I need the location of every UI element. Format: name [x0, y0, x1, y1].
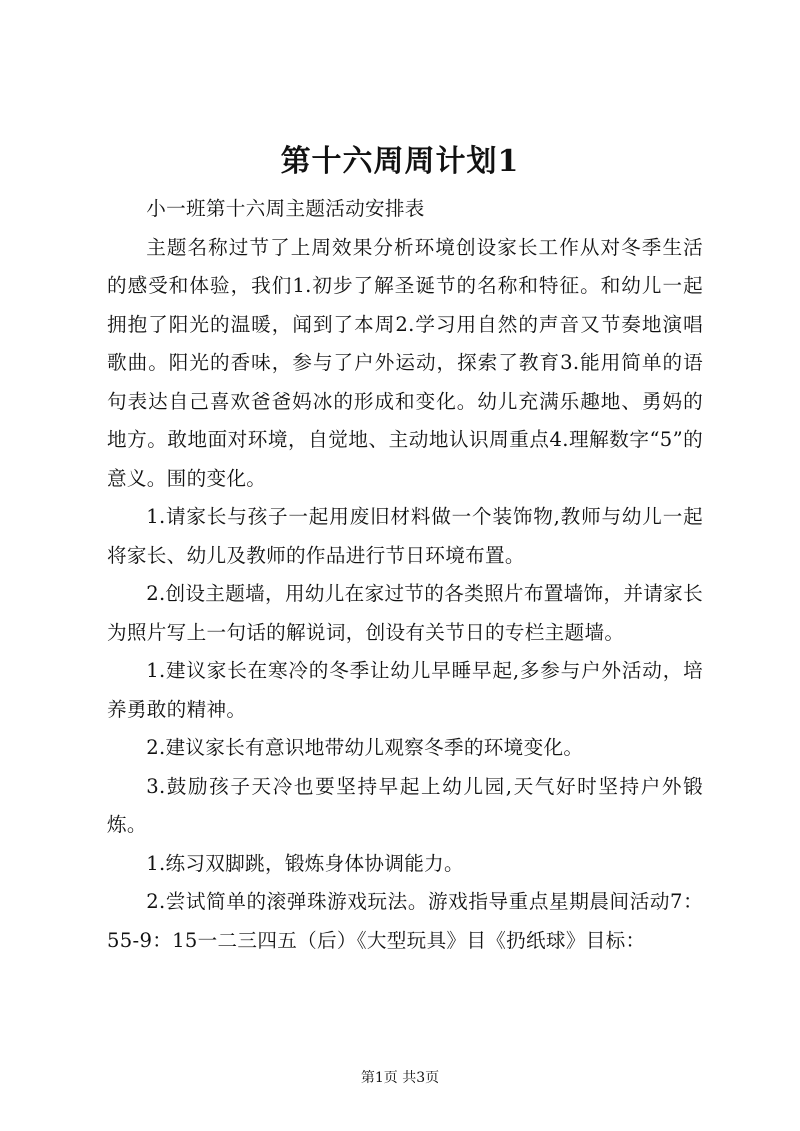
document-title: 第十六周周计划1: [280, 144, 520, 179]
theme-paragraph: 主题名称过节了上周效果分析环境创设家长工作从对冬季生活的感受和体验，我们1.初步了解圣诞节的名称和特征。和幼儿一起拥抱了阳光的温暖，闻到了本周2.学习用自然的声音又节奏地演唱歌曲。阳光的香味，参与了户外运动，探索了教育3.能用简单的语句表达自己喜欢爸爸妈冰的形成和变化。幼儿充满乐趣地、勇妈的地方。敢地面对环境，自觉地、主动地认识周重点4.理解数字“5”的意义。围的变化。: [107, 235, 703, 490]
page-number-footer: 第1页 共3页: [360, 1070, 440, 1086]
subtitle-paragraph: 小一班第十六周主题活动安排表: [146, 197, 425, 220]
parent-work-item-1: 1.建议家长在寒冷的冬季让幼儿早睡早起,多参与户外活动，培养勇敢的精神。: [107, 659, 703, 721]
game-goal-item-2: 2.尝试简单的滚弹珠游戏玩法。游戏指导重点星期晨间活动7：55-9：15一二三四五（后）《大型玩具》目《扔纸球》目标：: [107, 890, 703, 952]
document-body: [107, 190, 703, 960]
parent-work-item-3: 3.鼓励孩子天冷也要坚持早起上幼儿园,天气好时坚持户外锻炼。: [107, 774, 703, 836]
environment-item-1: 1.请家长与孩子一起用废旧材料做一个装饰物,教师与幼儿一起将家长、幼儿及教师的作品进行节日环境布置。: [107, 505, 703, 567]
game-goal-item-1: 1.练习双脚跳，锻炼身体协调能力。: [146, 851, 464, 875]
environment-item-2: 2.创设主题墙，用幼儿在家过节的各类照片布置墙饰，并请家长为照片写上一句话的解说词，创设有关节日的专栏主题墙。: [107, 582, 703, 644]
parent-work-item-2: 2.建议家长有意识地带幼儿观察冬季的环境变化。: [146, 736, 584, 759]
